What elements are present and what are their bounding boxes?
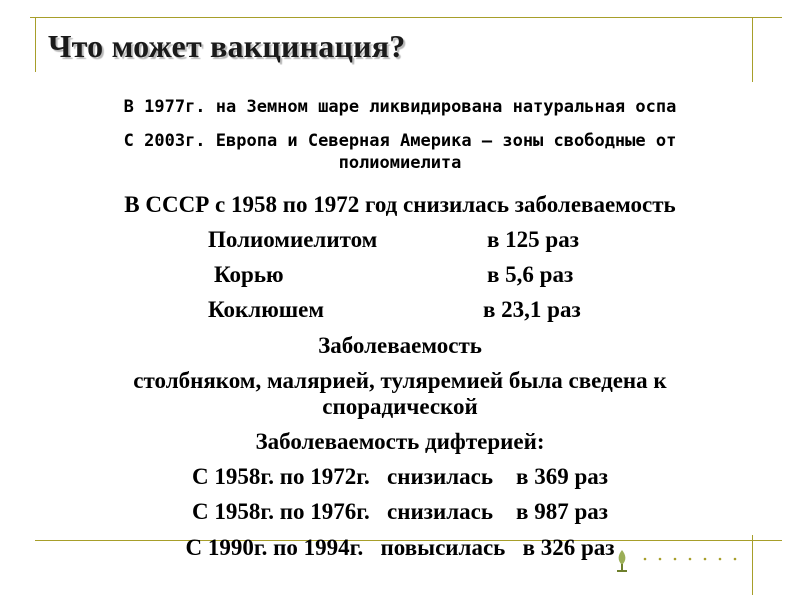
diphtheria-line-1994: С 1990г. по 1994г. повысилась в 326 раз: [185, 535, 615, 560]
text-line-tetanus-cont: спорадической: [322, 394, 478, 419]
disease-name: Полиомиелитом: [208, 227, 378, 252]
text-line-morbidity: Заболеваемость: [318, 333, 482, 358]
leaf-logo-icon: [612, 548, 632, 574]
frame-top-line: [30, 17, 782, 18]
diphtheria-line-1972: С 1958г. по 1972г. снизилась в 369 раз: [192, 464, 608, 489]
text-line-smallpox: В 1977г. на Земном шаре ликвидирована натуральная оспа: [123, 97, 677, 117]
disease-name: Коклюшем: [208, 297, 325, 322]
disease-value: в 125 раз: [487, 227, 579, 252]
text-line-polio-free: С 2003г. Европа и Северная Америка – зоны свободные от: [123, 131, 677, 151]
frame-left-line: [35, 17, 36, 72]
disease-value: в 5,6 раз: [487, 262, 574, 287]
slide-title: Что может вакцинация?: [48, 28, 406, 64]
frame-right-top-line: [752, 17, 753, 82]
disease-name: Корью: [214, 262, 284, 287]
disease-value: в 23,1 раз: [483, 297, 581, 322]
text-line-diphtheria-heading: Заболеваемость дифтерией:: [255, 429, 545, 454]
text-line-polio-free-cont: полиомиелита: [338, 153, 462, 173]
diphtheria-line-1976: С 1958г. по 1976г. снизилась в 987 раз: [192, 499, 608, 524]
text-line-ussr: В СССР с 1958 по 1972 год снизилась заболеваемость: [124, 192, 676, 217]
decorative-dots: [640, 556, 750, 562]
text-line-tetanus: столбняком, малярией, туляремией была сведена к: [133, 368, 667, 393]
